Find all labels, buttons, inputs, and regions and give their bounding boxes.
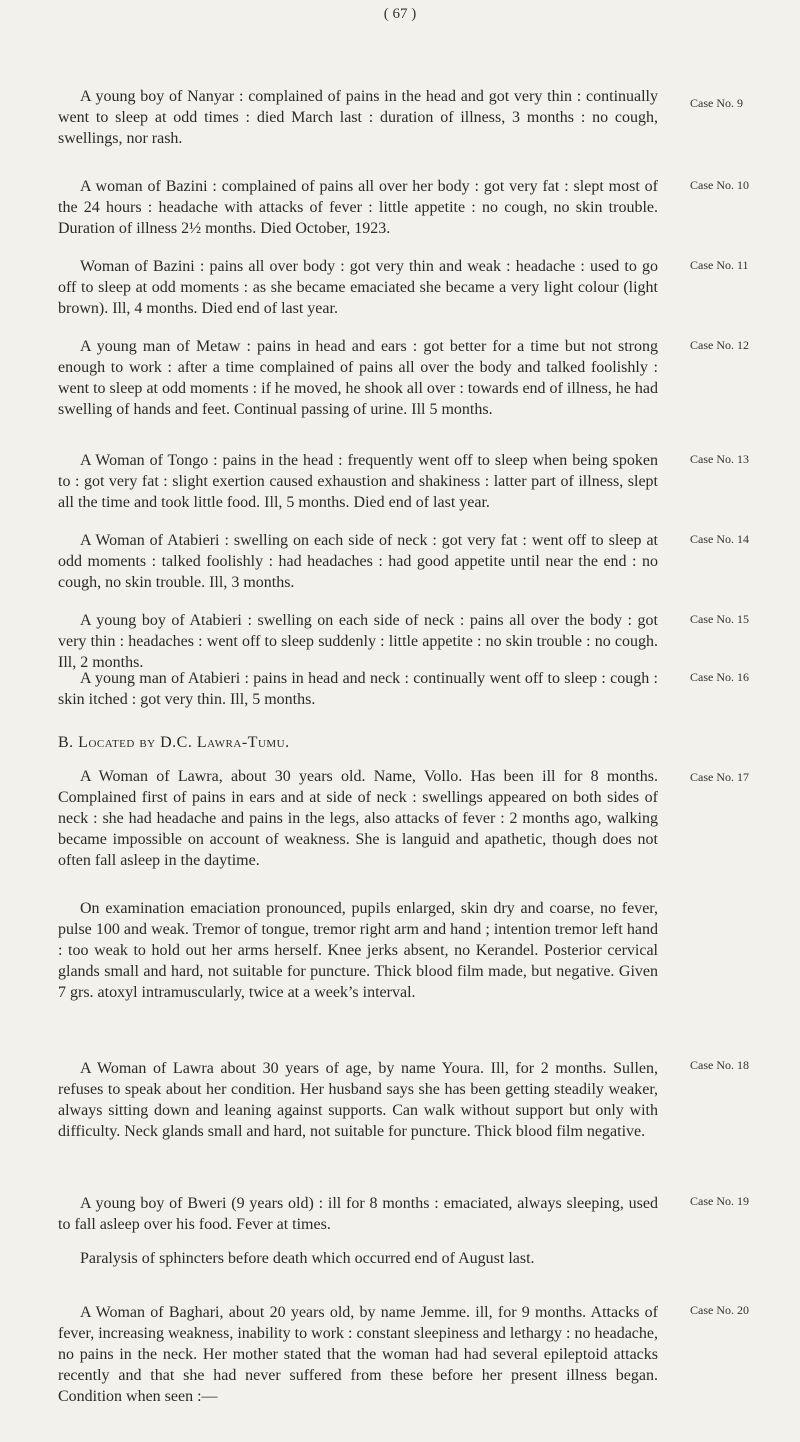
case-13-text: A Woman of Tongo : pains in the head : frequently went off to sleep when being spoken to : got very fat : slight exertion caused exhaustion and shakiness : latter part of illness, slept all the time and took little food. Ill, 5 months. Died end of last year. xyxy=(58,452,658,511)
case-label-11: Case No. 11 xyxy=(690,258,749,272)
case-label-18: Case No. 18 xyxy=(690,1058,749,1072)
case-label-19: Case No. 19 xyxy=(690,1194,749,1208)
case-19-paralysis-text: Paralysis of sphincters before death which occurred end of August last. xyxy=(80,1250,535,1267)
case-label-14: Case No. 14 xyxy=(690,532,749,546)
case-label-17: Case No. 17 xyxy=(690,770,749,784)
case-label-10: Case No. 10 xyxy=(690,178,749,192)
case-17-examination-text: On examination emaciation pronounced, pupils enlarged, skin dry and coarse, no fever, pulse 100 and weak. Tremor of tongue, tremor right arm and hand ; intention tremor left hand : too weak to hold out her arms herself. Knee jerks absent, no Kerandel. Posterior cervical glands small and hard, not suitable for puncture. Thick blood film made, but negative. Given 7 grs. atoxyl intramuscularly, twice at a week’s interval. xyxy=(58,900,658,1001)
section-heading: B. Located by D.C. Lawra-Tumu. xyxy=(58,734,290,751)
case-10-text: A woman of Bazini : complained of pains all over her body : got very fat : slept most of the 24 hours : headache with attacks of fever : little appetite : no cough, no skin trouble. Duration of illness 2½ months. Died October, 1923. xyxy=(58,178,658,237)
case-label-16: Case No. 16 xyxy=(690,670,749,684)
case-19-text: A young boy of Bweri (9 years old) : ill for 8 months : emaciated, always sleeping, used to fall asleep over his food. Fever at times. xyxy=(58,1195,658,1233)
case-14-text: A Woman of Atabieri : swelling on each side of neck : got very fat : went off to sleep at odd moments : talked foolishly : had headaches : had good appetite until near the end : no cough, no skin trouble. Ill, 3 months. xyxy=(58,532,658,591)
case-20-text: A Woman of Baghari, about 20 years old, by name Jemme. ill, for 9 months. Attacks of fever, increasing weakness, inability to work : constant sleepiness and lethargy : no headache, no pains in the neck. Her mother stated that the woman had had several epileptoid attacks recently and that she had never suffered from these before her present illness began. Condition when seen :— xyxy=(58,1304,658,1405)
case-17-text: A Woman of Lawra, about 30 years old. Name, Vollo. Has been ill for 8 months. Complained first of pains in ears and at side of neck : swellings appeared on both sides of neck : she had headache and pains in the legs, also attacks of fever : 2 months ago, walking became impossible on account of weakness. She is languid and apathetic, though does not often fall asleep in the daytime. xyxy=(58,768,658,869)
case-11-text: Woman of Bazini : pains all over body : got very thin and weak : headache : used to go off to sleep at odd moments : as she became emaciated she became a very light colour (light brown). Ill, 4 months. Died end of last year. xyxy=(58,258,658,317)
case-18-text: A Woman of Lawra about 30 years of age, by name Youra. Ill, for 2 months. Sullen, refuses to speak about her condition. Her husband says she has been getting steadily weaker, always sitting down and leaning against supports. Can walk without support but only with difficulty. Neck glands small and hard, not suitable for puncture. Thick blood film negative. xyxy=(58,1060,658,1140)
page-number: ( 67 ) xyxy=(383,6,417,22)
case-label-20: Case No. 20 xyxy=(690,1303,749,1317)
case-label-15: Case No. 15 xyxy=(690,612,749,626)
case-label-13: Case No. 13 xyxy=(690,452,749,466)
case-16-text: A young man of Atabieri : pains in head and neck : continually went off to sleep : cough : skin itched : got very thin. Ill, 5 months. xyxy=(58,670,658,708)
case-15-text: A young boy of Atabieri : swelling on each side of neck : pains all over the body : got very thin : headaches : went off to sleep suddenly : little appetite : no skin trouble : no cough. Ill, 2 months. xyxy=(58,612,658,671)
case-label-12: Case No. 12 xyxy=(690,338,749,352)
case-9-text: A young boy of Nanyar : complained of pains in the head and got very thin : continually went to sleep at odd times : died March last : duration of illness, 3 months : no cough, swellings, nor rash. xyxy=(58,88,658,147)
case-12-text: A young man of Metaw : pains in head and ears : got better for a time but not strong enough to work : after a time complained of pains all over the body and talked foolishly : went to sleep at odd moments : if he moved, he shook all over : towards end of illness, he had swelling of hands and feet. Continual passing of urine. Ill 5 months. xyxy=(58,338,658,418)
case-label-9: Case No. 9 xyxy=(690,96,743,110)
